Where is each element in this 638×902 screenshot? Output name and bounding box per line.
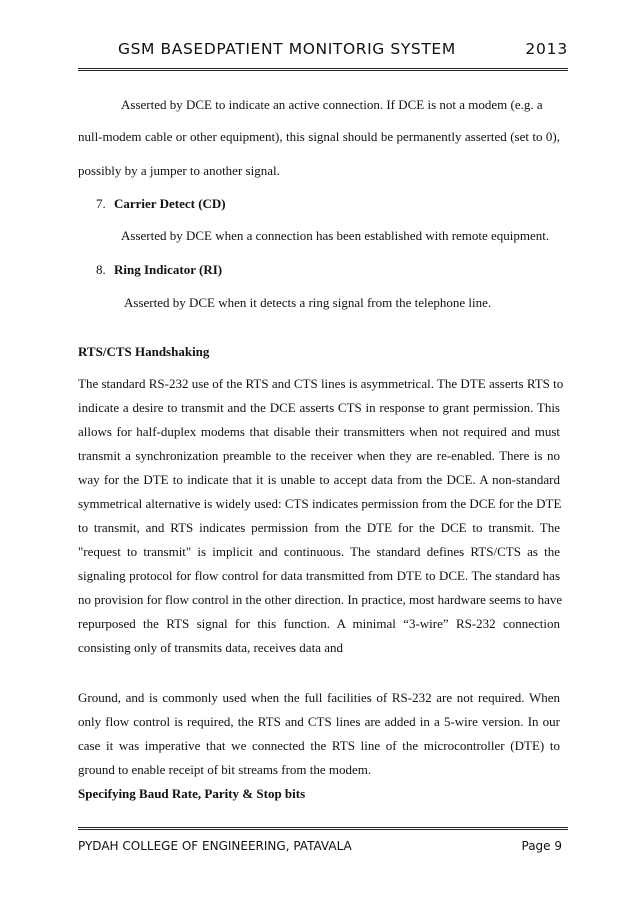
paragraph-line: allows for half-duplex modems that disable their transmitters when not required and must — [78, 424, 560, 439]
page-footer — [78, 827, 568, 853]
header-title: GSM BASEDPATIENT MONITORIG SYSTEM — [118, 40, 456, 58]
paragraph-line: no provision for flow control in the other direction. In practice, most hardware seems to have — [78, 592, 563, 607]
list-item-ring-indicator — [96, 263, 578, 276]
list-item-number: 7. — [96, 196, 106, 211]
intro-line-3: possibly by a jumper to another signal. — [78, 163, 280, 178]
paragraph-line: indicate a desire to transmit and the DCE asserts CTS in response to grant permission. This — [78, 400, 560, 415]
paragraph-line: way for the DTE to indicate that it is unable to accept data from the DCE. A non-standard — [78, 472, 560, 487]
list-item-carrier-detect — [96, 197, 578, 210]
paragraph-line: The standard RS-232 use of the RTS and CTS lines is asymmetrical. The DTE asserts RTS to — [78, 376, 564, 391]
page-header — [78, 38, 568, 71]
paragraph-line: to transmit, and RTS indicates permission from the DTE for the DCE to transmit. The — [78, 520, 560, 535]
list-item-text: Asserted by DCE when a connection has been established with remote equipment. — [121, 228, 550, 243]
paragraph-line: Ground, and is commonly used when the full facilities of RS-232 are not required. When — [78, 690, 560, 705]
footer-college: PYDAH COLLEGE OF ENGINEERING, PATAVALA — [78, 839, 352, 853]
paragraph-line: consisting only of transmits data, receives data and — [78, 640, 343, 655]
paragraph-line: repurposed the RTS signal for this function. A minimal “3-wire” RS-232 connection — [78, 616, 560, 631]
section-heading-rts-cts: RTS/CTS Handshaking — [78, 344, 210, 359]
list-item-text: Asserted by DCE when it detects a ring signal from the telephone line. — [124, 295, 492, 310]
paragraph-line: case it was imperative that we connected the RTS line of the microcontroller (DTE) to — [78, 738, 560, 753]
list-item-number: 8. — [96, 262, 106, 277]
header-year: 2013 — [525, 40, 568, 58]
paragraph-line: "request to transmit" is implicit and continuous. The standard defines RTS/CTS as the — [78, 544, 560, 559]
paragraph-line: signaling protocol for flow control for data transmitted from DTE to DCE. The standard has — [78, 568, 560, 583]
footer-page-number: Page 9 — [521, 839, 562, 853]
intro-line-1: Asserted by DCE to indicate an active connection. If DCE is not a modem (e.g. a — [121, 97, 543, 112]
list-item-heading: Ring Indicator (RI) — [114, 262, 223, 277]
intro-line-2: null-modem cable or other equipment), this signal should be permanently asserted (set to 0), — [78, 129, 560, 144]
paragraph-line: symmetrical alternative is widely used: CTS indicates permission from the DCE for the DTE — [78, 496, 562, 511]
list-item-heading: Carrier Detect (CD) — [114, 196, 226, 211]
paragraph-line: transmit a synchronization preamble to the receiver when they are re-enabled. There is no — [78, 448, 560, 463]
section-heading-baud-rate: Specifying Baud Rate, Parity & Stop bits — [78, 786, 306, 801]
paragraph-line: only flow control is required, the RTS and CTS lines are added in a 5-wire version. In our — [78, 714, 560, 729]
paragraph-line: ground to enable receipt of bit streams from the modem. — [78, 762, 372, 777]
